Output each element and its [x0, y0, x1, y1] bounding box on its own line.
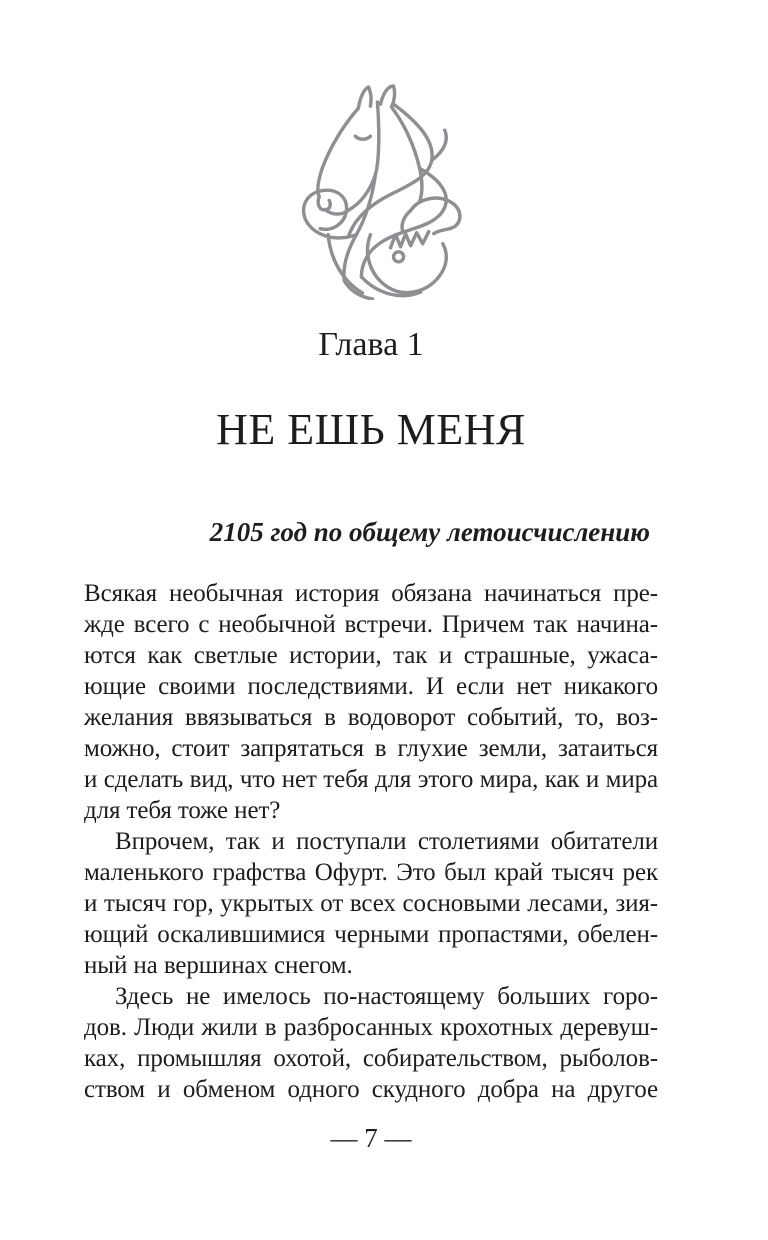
paragraph	[84, 826, 658, 981]
body-text	[84, 578, 658, 1105]
paragraph	[84, 981, 658, 1105]
paragraph	[84, 578, 658, 826]
chapter-illustration	[298, 84, 474, 300]
body-text-line: Впрочем, так и поступали столетиями обитатели	[115, 828, 658, 855]
body-text-line: и тысяч гор, укрытых от всех сосновыми лесами, зия-	[84, 890, 658, 917]
body-text-line: ством и обменом одного скудного добра на другое	[84, 1076, 658, 1103]
chapter-title: НЕ ЕШЬ МЕНЯ	[216, 405, 526, 454]
chapter-label: Глава 1	[318, 326, 424, 363]
body-text-line: Всякая необычная история обязана начинаться пре-	[84, 580, 658, 607]
body-text-line: ный на вершинах снегом.	[84, 952, 353, 979]
body-text-line: дов. Люди жили в разбросанных крохотных деревуш-	[84, 1014, 658, 1041]
body-text-line: жде всего с необычной встречи. Причем так начина-	[84, 611, 658, 638]
body-text-line: желания ввязываться в водоворот событий, то, воз-	[84, 704, 658, 731]
body-text-line: и сделать вид, что нет тебя для этого мира, как и мира	[84, 766, 658, 793]
body-text-line: Здесь не имелось по-настоящему больших горо-	[115, 983, 658, 1010]
body-text-line: для тебя тоже нет?	[84, 797, 281, 824]
page-number: — 7 —	[330, 1123, 412, 1153]
body-text-line: ках, промышляя охотой, собирательством, рыболов-	[84, 1045, 658, 1072]
body-text-line: ющий оскалившимися черными пропастями, обелен-	[84, 921, 658, 948]
epigraph: 2105 год по общему летоисчислению	[209, 517, 650, 547]
body-text-line: можно, стоит запрятаться в глухие земли, затаиться	[84, 735, 658, 762]
horse-wolf-emblem-icon	[298, 84, 474, 300]
body-text-line: маленького графства Офурт. Это был край тысяч рек	[84, 859, 658, 886]
body-text-line: ющие своими последствиями. И если нет никакого	[84, 673, 658, 700]
body-text-line: ются как светлые истории, так и страшные, ужаса-	[84, 642, 658, 669]
